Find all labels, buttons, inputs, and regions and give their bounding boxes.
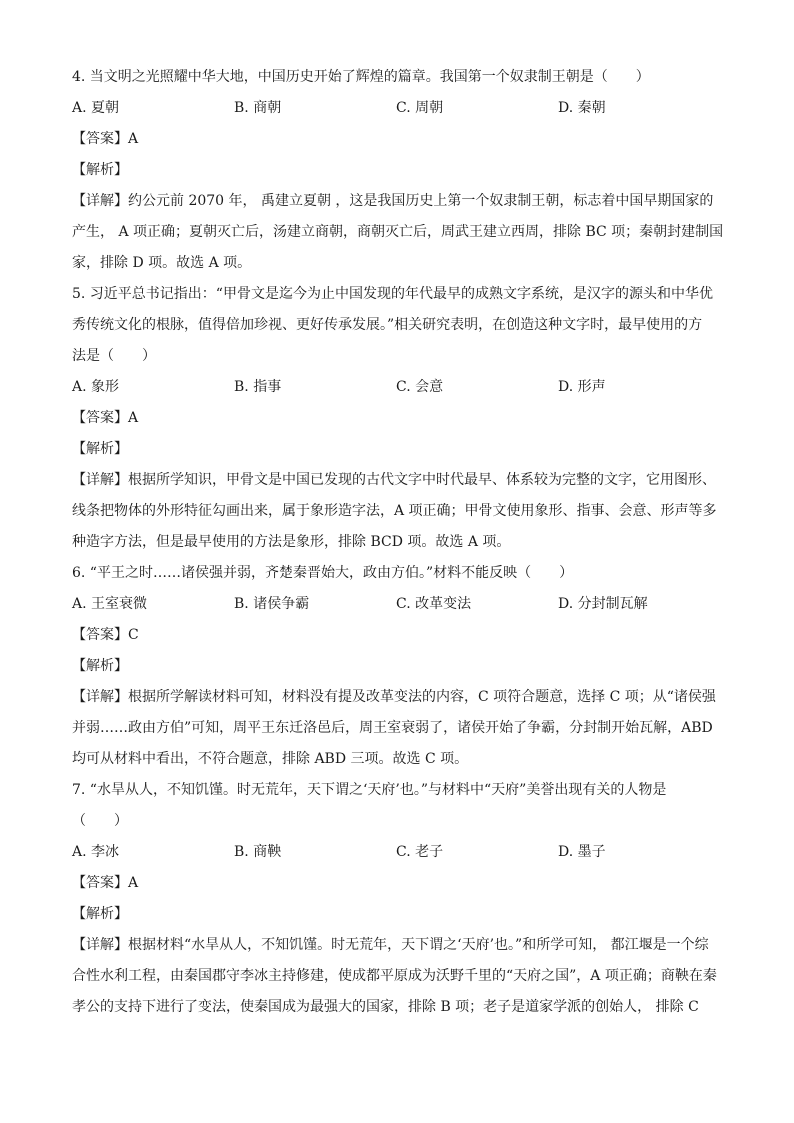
- exam-page: [72, 62, 722, 1023]
- option-a: A. 王室衰微: [72, 596, 148, 612]
- question-4-detail-line: 【详解】约公元前 2070 年， 禹建立夏朝 ，这是我国历史上第一个奴隶制王朝，标志着中国早期国家的: [72, 193, 714, 209]
- option-c: C. 改革变法: [396, 596, 472, 612]
- question-7-options: [72, 837, 722, 868]
- option-b: B. 指事: [234, 379, 282, 395]
- option-d: D. 秦朝: [558, 100, 606, 116]
- question-4-options: [72, 93, 722, 124]
- option-c: C. 老子: [396, 844, 444, 860]
- question-5-options: [72, 372, 722, 403]
- option-b: B. 商鞅: [234, 844, 282, 860]
- question-5-answer: 【答案】A: [72, 410, 139, 426]
- option-d: D. 墨子: [558, 844, 606, 860]
- question-6-detail-line: 均可从材料中看出，不符合题意，排除 ABD 三项。故选 C 项。: [72, 751, 469, 767]
- question-7-stem-line: 7. “水旱从人，不知饥馑。时无荒年，天下谓之‘天府’也。”与材料中“天府”美誉出现有关的人物是: [72, 782, 667, 798]
- question-5-analysis-label: 【解析】: [72, 441, 128, 457]
- question-5-detail-line: 线条把物体的外形特征勾画出来，属于象形造字法，A 项正确；甲骨文使用象形、指事、会意、形声等多: [72, 503, 717, 519]
- option-a: A. 象形: [72, 379, 120, 395]
- question-5-stem-line: 法是（ ）: [72, 348, 156, 364]
- option-d: D. 形声: [558, 379, 606, 395]
- question-4-stem: 4. 当文明之光照耀中华大地，中国历史开始了辉煌的篇章。我国第一个奴隶制王朝是（ ）: [72, 69, 650, 85]
- question-7-detail-line: 孝公的支持下进行了变法，使秦国成为最强大的国家，排除 B 项；老子是道家学派的创始人， 排除 C: [72, 999, 699, 1015]
- question-7-detail-line: 【详解】根据材料“水旱从人，不知饥馑。时无荒年，天下谓之‘天府’也。”和所学可知， 都江堰是一个综: [72, 937, 709, 953]
- option-c: C. 会意: [396, 379, 444, 395]
- question-5-stem-line: 5. 习近平总书记指出：“甲骨文是迄今为止中国发现的年代最早的成熟文字系统，是汉字的源头和中华优: [72, 286, 713, 302]
- option-b: B. 商朝: [234, 100, 282, 116]
- question-4-analysis-label: 【解析】: [72, 162, 128, 178]
- option-b: B. 诸侯争霸: [234, 596, 310, 612]
- question-6-stem: 6. “平王之时……诸侯强并弱，齐楚秦晋始大，政由方伯。”材料不能反映（ ）: [72, 565, 574, 581]
- question-7-analysis-label: 【解析】: [72, 906, 128, 922]
- option-a: A. 夏朝: [72, 100, 120, 116]
- option-d: D. 分封制瓦解: [558, 596, 648, 612]
- question-5-detail-line: 【详解】根据所学知识，甲骨文是中国已发现的古代文字中时代最早、体系较为完整的文字，它用图形、: [72, 472, 716, 488]
- question-5-stem-line: 秀传统文化的根脉，值得倍加珍视、更好传承发展。”相关研究表明，在创造这种文字时，最早使用的方: [72, 317, 703, 333]
- question-5-detail-line: 种造字方法，但是最早使用的方法是象形，排除 BCD 项。故选 A 项。: [72, 534, 511, 550]
- question-6-answer: 【答案】C: [72, 627, 139, 643]
- question-4-detail-line: 家，排除 D 项。故选 A 项。: [72, 255, 252, 271]
- option-c: C. 周朝: [396, 100, 444, 116]
- question-4-detail-line: 产生， A 项正确；夏朝灭亡后，汤建立商朝，商朝灭亡后，周武王建立西周，排除 BC 项；秦朝封建制国: [72, 224, 724, 240]
- question-7-answer: 【答案】A: [72, 875, 139, 891]
- question-6-detail-line: 【详解】根据所学解读材料可知，材料没有提及改革变法的内容，C 项符合题意，选择 C 项；从“诸侯强: [72, 689, 716, 705]
- question-6-analysis-label: 【解析】: [72, 658, 128, 674]
- question-4-answer: 【答案】A: [72, 131, 139, 147]
- question-7-detail-line: 合性水利工程，由秦国郡守李冰主持修建，使成都平原成为沃野千里的“天府之国”，A 项正确；商鞅在秦: [72, 968, 717, 984]
- option-a: A. 李冰: [72, 844, 120, 860]
- question-7-stem-line: （ ）: [72, 813, 128, 829]
- question-6-detail-line: 并弱……政由方伯”可知，周平王东迁洛邑后，周王室衰弱了，诸侯开始了争霸，分封制开始瓦解，ABD: [72, 720, 713, 736]
- question-6-options: [72, 589, 722, 620]
